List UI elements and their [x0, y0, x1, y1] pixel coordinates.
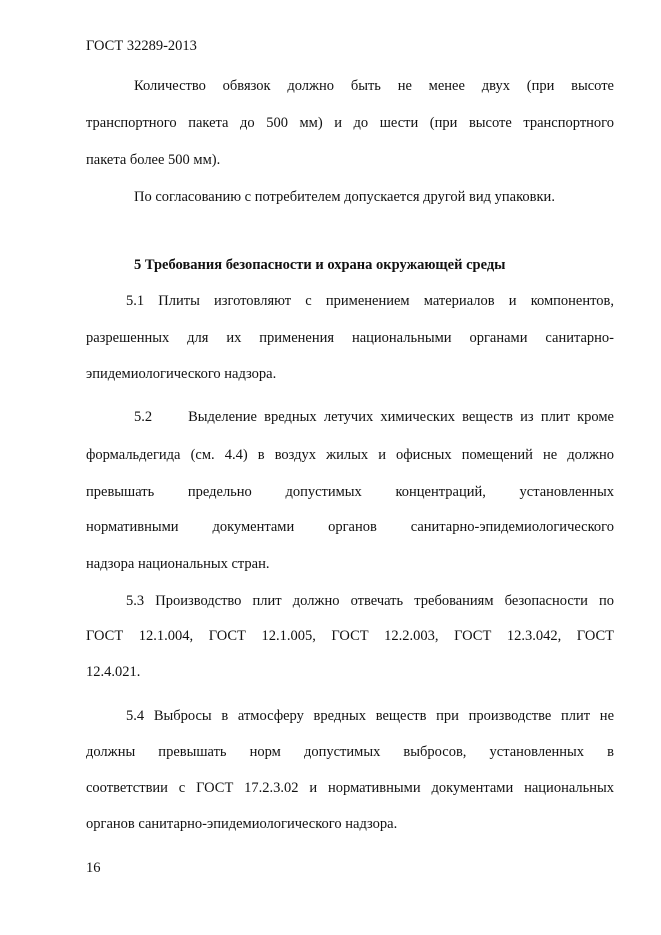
- paragraph-line: Количество обвязок должно быть не менее двух (при высоте: [134, 78, 614, 94]
- paragraph-line: должны превышать норм допустимых выбросов, установленных в: [86, 744, 614, 760]
- section-heading: 5 Требования безопасности и охрана окружающей среды: [134, 257, 506, 273]
- paragraph-line: пакета более 500 мм).: [86, 152, 221, 168]
- paragraph-line: По согласованию с потребителем допускается другой вид упаковки.: [134, 189, 555, 205]
- paragraph-line: 12.4.021.: [86, 664, 141, 680]
- paragraph-line: нормативными документами органов санитарно-эпидемиологического: [86, 519, 614, 535]
- paragraph-line: транспортного пакета до 500 мм) и до шести (при высоте транспортного: [86, 115, 614, 131]
- paragraph-line: соответствии с ГОСТ 17.2.3.02 и нормативными документами национальных: [86, 780, 614, 796]
- paragraph-line: 5.3 Производство плит должно отвечать требованиям безопасности по: [126, 593, 614, 609]
- paragraph-line: ГОСТ 12.1.004, ГОСТ 12.1.005, ГОСТ 12.2.003, ГОСТ 12.3.042, ГОСТ: [86, 628, 614, 644]
- document-header-id: ГОСТ 32289-2013: [86, 38, 197, 54]
- paragraph-line: органов санитарно-эпидемиологического надзора.: [86, 816, 398, 832]
- paragraph-line: превышать предельно допустимых концентраций, установленных: [86, 484, 614, 500]
- paragraph-line: 5.2 Выделение вредных летучих химических веществ из плит кроме: [134, 409, 614, 425]
- paragraph-line: 5.4 Выбросы в атмосферу вредных веществ при производстве плит не: [126, 708, 614, 724]
- page-number: 16: [86, 860, 101, 876]
- paragraph-line: надзора национальных стран.: [86, 556, 270, 572]
- paragraph-line: разрешенных для их применения национальными органами санитарно-: [86, 330, 614, 346]
- paragraph-line: эпидемиологического надзора.: [86, 366, 277, 382]
- paragraph-line: 5.1 Плиты изготовляют с применением материалов и компонентов,: [126, 293, 614, 309]
- paragraph-line: формальдегида (см. 4.4) в воздух жилых и офисных помещений не должно: [86, 447, 614, 463]
